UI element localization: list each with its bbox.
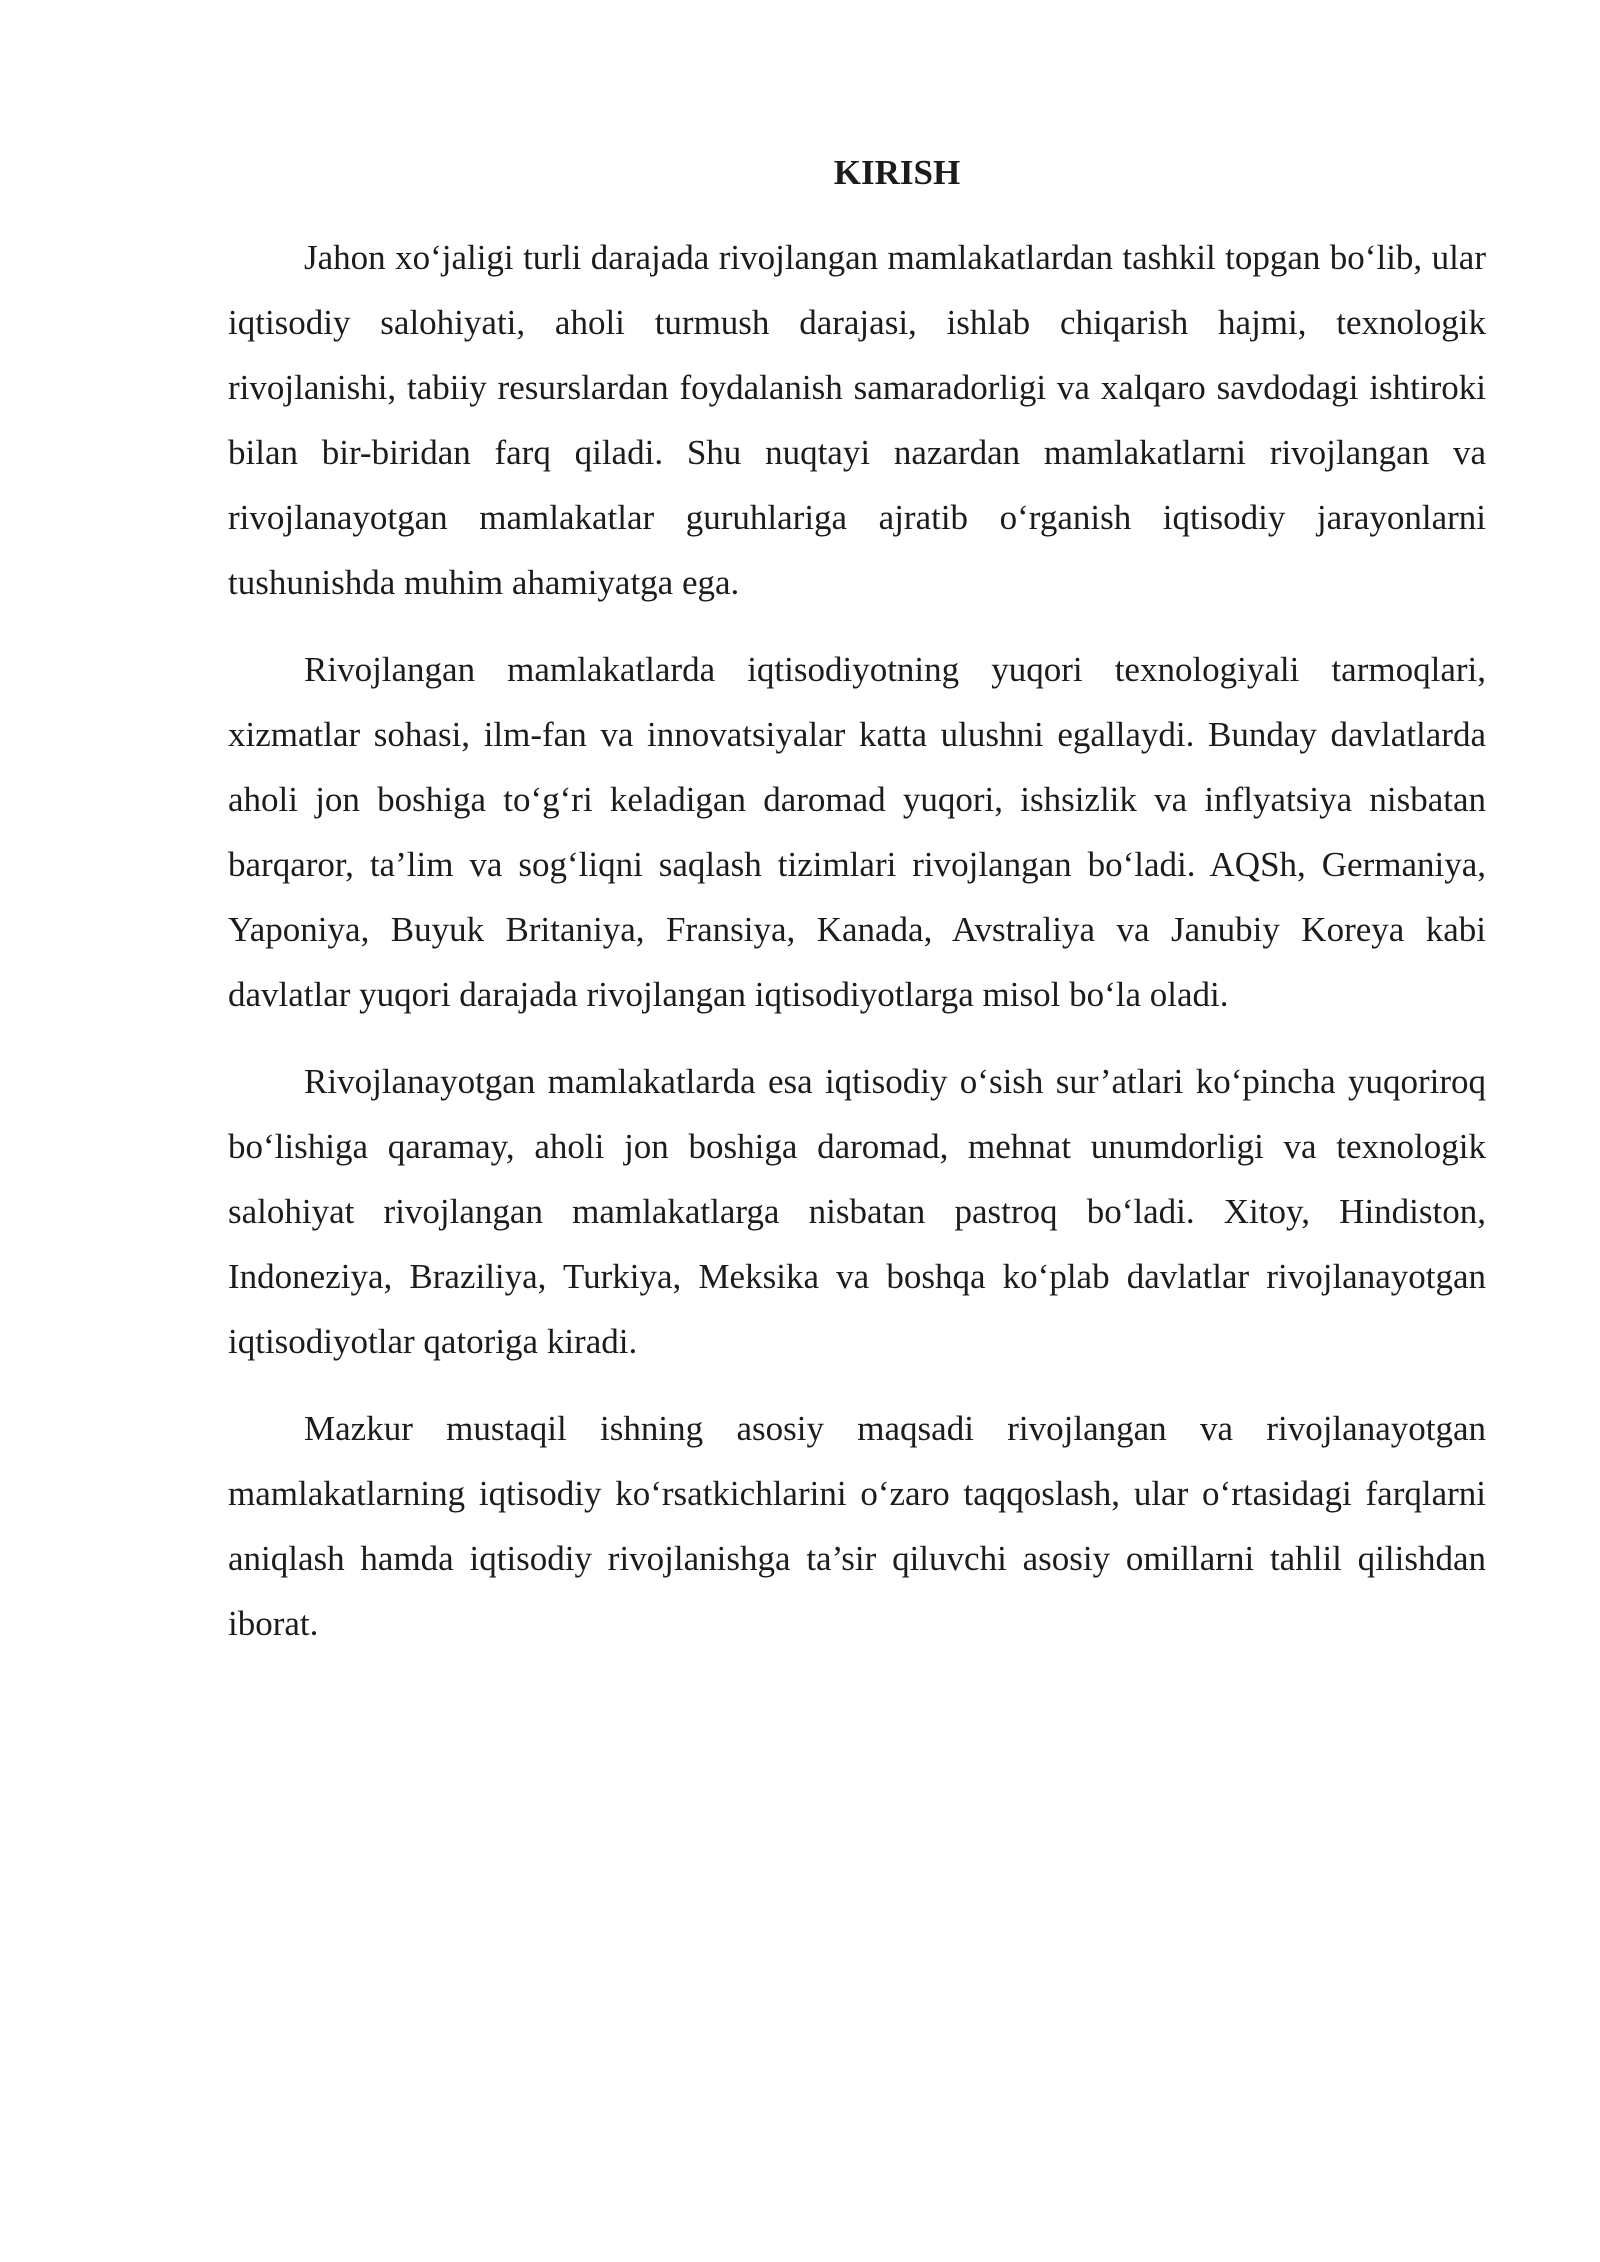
page-title: KIRISH — [833, 153, 961, 192]
paragraph-developed-countries: Rivojlangan mamlakatlarda iqtisodiyotning yuqori texnologiyali tarmoqlari, xizmatlar sohasi, ilm-fan va innovatsiyalar katta ulushni egallaydi. Bunday davlatlarda aholi jon boshiga to‘g‘ri keladigan daromad yuqori, ishsizlik va inflyatsiya nisbatan barqaror, ta’lim va sog‘liqni saqlash tizimlari rivojlangan bo‘ladi. AQSh, Germaniya, Yaponiya, Buyuk Britaniya, Fransiya, Kanada, Avstraliya va Janubiy Koreya kabi davlatlar yuqori darajada rivojlangan iqtisodiyotlarga misol bo‘la oladi. — [228, 650, 1486, 1014]
document-body — [228, 140, 1486, 1678]
paragraph-developing-countries: Rivojlanayotgan mamlakatlarda esa iqtisodiy o‘sish sur’atlari ko‘pincha yuqoriroq bo‘lishiga qaramay, aholi jon boshiga daromad, mehnat unumdorligi va texnologik salohiyat rivojlangan mamlakatlarga nisbatan pastroq bo‘ladi. Xitoy, Hindiston, Indoneziya, Braziliya, Turkiya, Meksika va boshqa ko‘plab davlatlar rivojlanayotgan iqtisodiyotlar qatoriga kiradi. — [228, 1062, 1486, 1361]
paragraph-intro: Jahon xo‘jaligi turli darajada rivojlangan mamlakatlardan tashkil topgan bo‘lib, ular iqtisodiy salohiyati, aholi turmush darajasi, ishlab chiqarish hajmi, texnologik rivojlanishi, tabiiy resurslardan foydalanish samaradorligi va xalqaro savdodagi ishtiroki bilan bir-biridan farq qiladi. Shu nuqtayi nazardan mamlakatlarni rivojlangan va rivojlanayotgan mamlakatlar guruhlariga ajratib o‘rganish iqtisodiy jarayonlarni tushunishda muhim ahamiyatga ega. — [228, 238, 1486, 602]
paragraph-purpose: Mazkur mustaqil ishning asosiy maqsadi rivojlangan va rivojlanayotgan mamlakatlarning iqtisodiy ko‘rsatkichlarini o‘zaro taqqoslash, ular o‘rtasidagi farqlarni aniqlash hamda iqtisodiy rivojlanishga ta’sir qiluvchi asosiy omillarni tahlil qilishdan iborat. — [228, 1409, 1486, 1643]
